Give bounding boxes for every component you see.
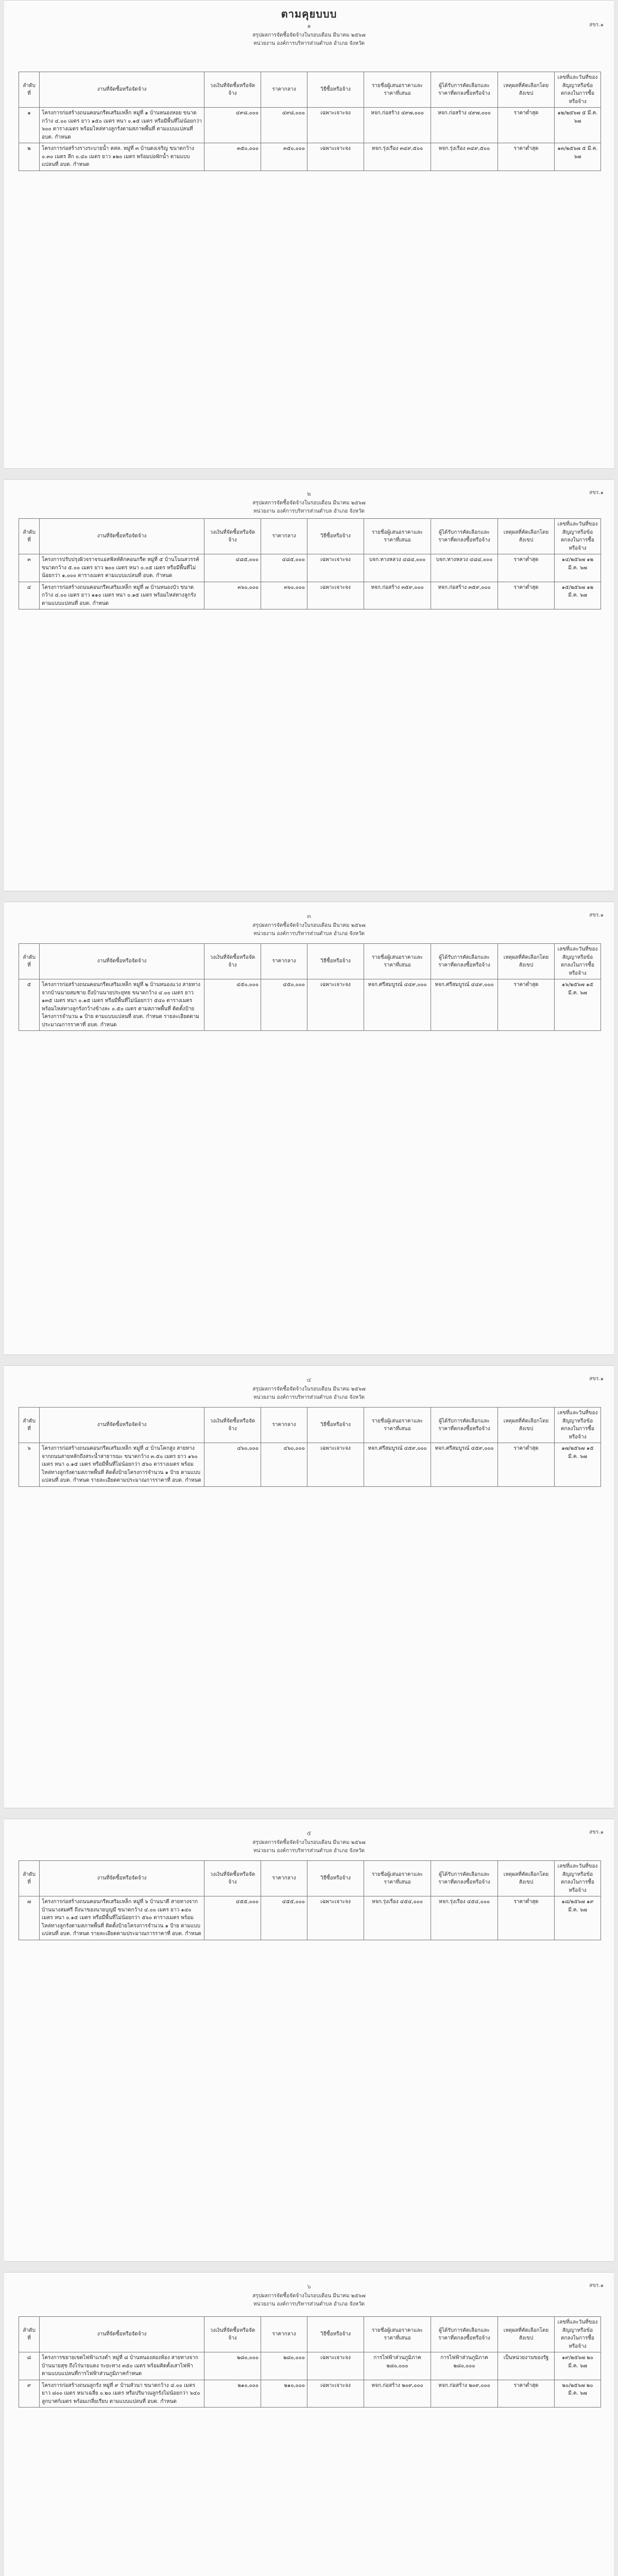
bidder-and-price: บจก.ทางหลวง ๔๘๔,๐๐๐ — [364, 554, 431, 582]
selected-vendor: การไฟฟ้าส่วนภูมิภาค ๒๘๐,๐๐๐ — [431, 2352, 498, 2380]
procurement-method: เฉพาะเจาะจง — [307, 2352, 364, 2380]
column-header: งานที่จัดซื้อหรือจัดจ้าง — [40, 1408, 204, 1443]
document-page — [4, 0, 614, 469]
column-header: เหตุผลที่คัดเลือกโดยสังเขป — [498, 2317, 555, 2352]
row-number: ๗ — [19, 1896, 40, 1940]
document-page — [4, 902, 614, 1355]
report-header: สรุปผลการจัดซื้อจัดจ้างในรอบเดือน มีนาคม ๒๕๖๗ — [252, 1840, 366, 1845]
contract-reference: ๑๓/๒๕๖๗ ๕ มี.ค. ๖๗ — [555, 143, 601, 171]
project-description: โครงการก่อสร้างถนนลูกรัง หมู่ที่ ๙ บ้านหัวนา ขนาดกว้าง ๔.๐๐ เมตร ยาว ๘๐๐ เมตร หนาเฉลี่ย ๐.๒๐ เมตร หรือปริมาณลูกรังไม่น้อยกว่า ๖๔๐ ลูกบาศก์เมตร พร้อมเกลี่ยเรียบ ตามแบบแปลนที่ อบต. กำหนด — [40, 2380, 204, 2408]
budget-amount: ๒๘๐,๐๐๐ — [204, 2352, 261, 2380]
median-price: ๒๘๐,๐๐๐ — [261, 2352, 307, 2380]
selected-vendor: หจก.รุ่งเรือง ๓๔๙,๕๐๐ — [431, 143, 498, 171]
budget-amount: ๔๕๕,๐๐๐ — [204, 1896, 261, 1940]
column-header: เหตุผลที่คัดเลือกโดยสังเขป — [498, 72, 555, 108]
column-header: รายชื่อผู้เสนอราคาและราคาที่เสนอ — [364, 519, 431, 554]
column-header: วงเงินที่จัดซื้อหรือจัดจ้าง — [204, 944, 261, 979]
selection-reason: ราคาต่ำสุด — [498, 1896, 555, 1940]
column-header: วิธีซื้อหรือจ้าง — [307, 1861, 364, 1896]
document-page — [4, 479, 614, 891]
column-header: วงเงินที่จัดซื้อหรือจัดจ้าง — [204, 519, 261, 554]
selected-vendor: หจก.ก่อสร้าง ๒๐๙,๐๐๐ — [431, 2380, 498, 2408]
column-header: วิธีซื้อหรือจ้าง — [307, 1408, 364, 1443]
contract-reference: ๑๘/๒๕๖๗ ๑๙ มี.ค. ๖๗ — [555, 1896, 601, 1940]
column-header: ราคากลาง — [261, 72, 307, 108]
form-code: สขร.๑ — [589, 2283, 604, 2289]
page-number: ๑ — [307, 22, 311, 29]
column-header: เลขที่และวันที่ของสัญญาหรือข้อตกลงในการซื้อหรือจ้าง — [555, 1861, 601, 1896]
row-number: ๒ — [19, 143, 40, 171]
column-header: ผู้ได้รับการคัดเลือกและราคาที่ตกลงซื้อหรือจ้าง — [431, 2317, 498, 2352]
bidder-and-price: หจก.รุ่งเรือง ๓๔๙,๕๐๐ — [364, 143, 431, 171]
report-header: สรุปผลการจัดซื้อจัดจ้างในรอบเดือน มีนาคม ๒๕๖๗ — [252, 500, 366, 506]
form-code: สขร.๑ — [589, 490, 604, 496]
column-header: วงเงินที่จัดซื้อหรือจัดจ้าง — [204, 72, 261, 108]
column-header: งานที่จัดซื้อหรือจัดจ้าง — [40, 944, 204, 979]
column-header: รายชื่อผู้เสนอราคาและราคาที่เสนอ — [364, 944, 431, 979]
column-header: รายชื่อผู้เสนอราคาและราคาที่เสนอ — [364, 72, 431, 108]
column-header: ลำดับที่ — [19, 1861, 40, 1896]
row-number: ๓ — [19, 554, 40, 582]
column-header: ราคากลาง — [261, 519, 307, 554]
column-header: งานที่จัดซื้อหรือจัดจ้าง — [40, 2317, 204, 2352]
form-code: สขร.๑ — [589, 22, 604, 28]
column-header: วิธีซื้อหรือจ้าง — [307, 519, 364, 554]
row-number: ๑ — [19, 108, 40, 143]
form-code: สขร.๑ — [589, 1829, 604, 1835]
column-header: ผู้ได้รับการคัดเลือกและราคาที่ตกลงซื้อหรือจ้าง — [431, 519, 498, 554]
table-row — [19, 143, 601, 171]
procurement-table — [19, 72, 601, 171]
procurement-method: เฉพาะเจาะจง — [307, 582, 364, 609]
document-page — [4, 1819, 614, 2262]
form-code: สขร.๑ — [589, 912, 604, 918]
page-number: ๖ — [307, 2283, 311, 2290]
agency-header: หน่วยงาน องค์การบริหารส่วนตำบล อำเภอ จังหวัด — [253, 509, 365, 514]
selected-vendor: หจก.รุ่งเรือง ๔๕๔,๐๐๐ — [431, 1896, 498, 1940]
median-price: ๔๙๘,๐๐๐ — [261, 108, 307, 143]
project-description: โครงการปรับปรุงผิวจราจรแอสฟัลท์ติกคอนกรีต หมู่ที่ ๕ บ้านโนนสวรรค์ ขนาดกว้าง ๕.๐๐ เมตร ยาว ๒๐๐ เมตร หนา ๐.๐๕ เมตร หรือมีพื้นที่ไม่น้อยกว่า ๑,๐๐๐ ตารางเมตร ตามแบบแปลนที่ อบต. กำหนด — [40, 554, 204, 582]
column-header: เลขที่และวันที่ของสัญญาหรือข้อตกลงในการซื้อหรือจ้าง — [555, 1408, 601, 1443]
budget-amount: ๓๖๐,๐๐๐ — [204, 582, 261, 609]
table-row — [19, 979, 601, 1031]
column-header: ลำดับที่ — [19, 72, 40, 108]
procurement-method: เฉพาะเจาะจง — [307, 108, 364, 143]
table-header-row — [19, 2317, 601, 2352]
table-row — [19, 2380, 601, 2408]
report-header: สรุปผลการจัดซื้อจัดจ้างในรอบเดือน มีนาคม ๒๕๖๗ — [252, 923, 366, 928]
selection-reason: ราคาต่ำสุด — [498, 143, 555, 171]
row-number: ๖ — [19, 1443, 40, 1487]
median-price: ๔๕๕,๐๐๐ — [261, 1896, 307, 1940]
procurement-table — [19, 1407, 601, 1487]
selection-reason: ราคาต่ำสุด — [498, 979, 555, 1031]
column-header: เลขที่และวันที่ของสัญญาหรือข้อตกลงในการซื้อหรือจ้าง — [555, 2317, 601, 2352]
column-header: เหตุผลที่คัดเลือกโดยสังเขป — [498, 944, 555, 979]
selected-vendor: หจก.ศรีสมบูรณ์ ๔๕๙,๐๐๐ — [431, 1443, 498, 1487]
report-header: สรุปผลการจัดซื้อจัดจ้างในรอบเดือน มีนาคม ๒๕๖๗ — [252, 1386, 366, 1392]
report-header: สรุปผลการจัดซื้อจัดจ้างในรอบเดือน มีนาคม ๒๕๖๗ — [252, 32, 366, 38]
budget-amount: ๔๖๐,๐๐๐ — [204, 1443, 261, 1487]
contract-reference: ๑๖/๒๕๖๗ ๑๕ มี.ค. ๖๗ — [555, 979, 601, 1031]
column-header: ผู้ได้รับการคัดเลือกและราคาที่ตกลงซื้อหรือจ้าง — [431, 1861, 498, 1896]
table-header-row — [19, 519, 601, 554]
budget-amount: ๔๘๕,๐๐๐ — [204, 554, 261, 582]
column-header: เลขที่และวันที่ของสัญญาหรือข้อตกลงในการซื้อหรือจ้าง — [555, 72, 601, 108]
budget-amount: ๔๕๐,๐๐๐ — [204, 979, 261, 1031]
agency-header: หน่วยงาน องค์การบริหารส่วนตำบล อำเภอ จังหวัด — [253, 41, 365, 46]
selection-reason: ราคาต่ำสุด — [498, 2380, 555, 2408]
table-row — [19, 108, 601, 143]
column-header: ราคากลาง — [261, 944, 307, 979]
bidder-and-price: หจก.ก่อสร้าง ๔๙๗,๐๐๐ — [364, 108, 431, 143]
table-row — [19, 1896, 601, 1940]
median-price: ๓๕๐,๐๐๐ — [261, 143, 307, 171]
column-header: วงเงินที่จัดซื้อหรือจัดจ้าง — [204, 1861, 261, 1896]
procurement-table — [19, 943, 601, 1031]
bidder-and-price: หจก.ศรีสมบูรณ์ ๔๕๙,๐๐๐ — [364, 1443, 431, 1487]
column-header: เลขที่และวันที่ของสัญญาหรือข้อตกลงในการซื้อหรือจ้าง — [555, 944, 601, 979]
page-number: ๒ — [307, 490, 311, 497]
median-price: ๔๘๕,๐๐๐ — [261, 554, 307, 582]
bidder-and-price: การไฟฟ้าส่วนภูมิภาค ๒๘๐,๐๐๐ — [364, 2352, 431, 2380]
column-header: ราคากลาง — [261, 2317, 307, 2352]
contract-reference: ๑๔/๒๕๖๗ ๑๒ มี.ค. ๖๗ — [555, 554, 601, 582]
bidder-and-price: หจก.ก่อสร้าง ๒๐๙,๐๐๐ — [364, 2380, 431, 2408]
agency-header: หน่วยงาน องค์การบริหารส่วนตำบล อำเภอ จังหวัด — [253, 931, 365, 937]
document-page — [4, 2272, 614, 2576]
column-header: งานที่จัดซื้อหรือจัดจ้าง — [40, 1861, 204, 1896]
column-header: วงเงินที่จัดซื้อหรือจัดจ้าง — [204, 1408, 261, 1443]
selected-vendor: บจก.ทางหลวง ๔๘๔,๐๐๐ — [431, 554, 498, 582]
selected-vendor: หจก.ก่อสร้าง ๓๕๙,๐๐๐ — [431, 582, 498, 609]
procurement-table — [19, 1860, 601, 1940]
median-price: ๓๖๐,๐๐๐ — [261, 582, 307, 609]
row-number: ๔ — [19, 582, 40, 609]
procurement-table — [19, 2316, 601, 2408]
column-header: ลำดับที่ — [19, 944, 40, 979]
procurement-method: เฉพาะเจาะจง — [307, 554, 364, 582]
bidder-and-price: หจก.ศรีสมบูรณ์ ๔๔๙,๐๐๐ — [364, 979, 431, 1031]
procurement-method: เฉพาะเจาะจง — [307, 143, 364, 171]
table-header-row — [19, 72, 601, 108]
budget-amount: ๔๙๘,๐๐๐ — [204, 108, 261, 143]
project-description: โครงการก่อสร้างถนนคอนกรีตเสริมเหล็ก หมู่ที่ ๗ บ้านหนองบัว ขนาดกว้าง ๔.๐๐ เมตร ยาว ๑๑๐ เมตร หนา ๐.๑๕ เมตร พร้อมไหล่ทางลูกรัง ตามแบบแปลนที่ อบต. กำหนด — [40, 582, 204, 609]
column-header: รายชื่อผู้เสนอราคาและราคาที่เสนอ — [364, 2317, 431, 2352]
report-header: สรุปผลการจัดซื้อจัดจ้างในรอบเดือน มีนาคม ๒๕๖๗ — [252, 2293, 366, 2299]
selection-reason: ราคาต่ำสุด — [498, 582, 555, 609]
project-description: โครงการก่อสร้างรางระบายน้ำ คสล. หมู่ที่ ๓ บ้านดงเจริญ ขนาดกว้าง ๐.๓๐ เมตร ลึก ๐.๔๐ เมตร ยาว ๑๒๐ เมตร พร้อมบ่อพักน้ำ ตามแบบแปลนที่ อบต. กำหนด — [40, 143, 204, 171]
selection-reason: ราคาต่ำสุด — [498, 1443, 555, 1487]
procurement-method: เฉพาะเจาะจง — [307, 2380, 364, 2408]
column-header: ผู้ได้รับการคัดเลือกและราคาที่ตกลงซื้อหรือจ้าง — [431, 944, 498, 979]
procurement-method: เฉพาะเจาะจง — [307, 1896, 364, 1940]
bidder-and-price: หจก.ก่อสร้าง ๓๕๙,๐๐๐ — [364, 582, 431, 609]
median-price: ๔๖๐,๐๐๐ — [261, 1443, 307, 1487]
row-number: ๕ — [19, 979, 40, 1031]
column-header: วิธีซื้อหรือจ้าง — [307, 72, 364, 108]
page-number: ๔ — [306, 1376, 312, 1383]
procurement-method: เฉพาะเจาะจง — [307, 1443, 364, 1487]
document-page — [4, 1365, 614, 1808]
contract-reference: ๑๙/๒๕๖๗ ๒๐ มี.ค. ๖๗ — [555, 2352, 601, 2380]
project-description: โครงการก่อสร้างถนนคอนกรีตเสริมเหล็ก หมู่ที่ ๑ บ้านหนองหอย ขนาดกว้าง ๔.๐๐ เมตร ยาว ๑๕๐ เมตร หนา ๐.๑๕ เมตร หรือมีพื้นที่ไม่น้อยกว่า ๖๐๐ ตารางเมตร พร้อมไหล่ทางลูกรังตามสภาพพื้นที่ ตามแบบแปลนที่ อบต. กำหนด — [40, 108, 204, 143]
selection-reason: เป็นหน่วยงานของรัฐ — [498, 2352, 555, 2380]
column-header: วงเงินที่จัดซื้อหรือจัดจ้าง — [204, 2317, 261, 2352]
table-header-row — [19, 944, 601, 979]
agency-header: หน่วยงาน องค์การบริหารส่วนตำบล อำเภอ จังหวัด — [253, 1395, 365, 1400]
column-header: รายชื่อผู้เสนอราคาและราคาที่เสนอ — [364, 1408, 431, 1443]
procurement-method: เฉพาะเจาะจง — [307, 979, 364, 1031]
page-number: ๕ — [306, 1829, 312, 1837]
selection-reason: ราคาต่ำสุด — [498, 554, 555, 582]
table-header-row — [19, 1861, 601, 1896]
column-header: ผู้ได้รับการคัดเลือกและราคาที่ตกลงซื้อหรือจ้าง — [431, 1408, 498, 1443]
median-price: ๒๑๐,๐๐๐ — [261, 2380, 307, 2408]
selected-vendor: หจก.ศรีสมบูรณ์ ๔๔๙,๐๐๐ — [431, 979, 498, 1031]
agency-header: หน่วยงาน องค์การบริหารส่วนตำบล อำเภอ จังหวัด — [253, 1848, 365, 1854]
row-number: ๘ — [19, 2352, 40, 2380]
column-header: เหตุผลที่คัดเลือกโดยสังเขป — [498, 1408, 555, 1443]
selection-reason: ราคาต่ำสุด — [498, 108, 555, 143]
column-header: ราคากลาง — [261, 1861, 307, 1896]
column-header: ลำดับที่ — [19, 1408, 40, 1443]
procurement-table — [19, 518, 601, 609]
contract-reference: ๑๕/๒๕๖๗ ๑๒ มี.ค. ๖๗ — [555, 582, 601, 609]
column-header: งานที่จัดซื้อหรือจัดจ้าง — [40, 519, 204, 554]
contract-reference: ๑๒/๒๕๖๗ ๕ มี.ค. ๖๗ — [555, 108, 601, 143]
project-description: โครงการก่อสร้างถนนคอนกรีตเสริมเหล็ก หมู่ที่ ๒ บ้านหนองแวง สายทางจากบ้านนายสมชาย ถึงบ้านนายประยุทธ ขนาดกว้าง ๔.๐๐ เมตร ยาว ๑๓๕ เมตร หนา ๐.๑๕ เมตร หรือมีพื้นที่ไม่น้อยกว่า ๕๔๐ ตารางเมตร พร้อมไหล่ทางลูกรังกว้างข้างละ ๐.๕๐ เมตร ตามสภาพพื้นที่ ติดตั้งป้ายโครงการจำนวน ๑ ป้าย ตามแบบแปลนที่ อบต. กำหนด รายละเอียดตามประมาณการราคาที่ อบต. กำหนด — [40, 979, 204, 1031]
column-header: ลำดับที่ — [19, 519, 40, 554]
column-header: เหตุผลที่คัดเลือกโดยสังเขป — [498, 1861, 555, 1896]
project-description: โครงการก่อสร้างถนนคอนกรีตเสริมเหล็ก หมู่ที่ ๔ บ้านโคกสูง สายทางจากถนนสายหลักถึงสระน้ำสาธารณะ ขนาดกว้าง ๓.๕๐ เมตร ยาว ๑๖๐ เมตร หนา ๐.๑๕ เมตร หรือมีพื้นที่ไม่น้อยกว่า ๕๖๐ ตารางเมตร พร้อมไหล่ทางลูกรังตามสภาพพื้นที่ ติดตั้งป้ายโครงการจำนวน ๑ ป้าย ตามแบบแปลนที่ อบต. กำหนด รายละเอียดตามประมาณการราคาที่ อบต. กำหนด — [40, 1443, 204, 1487]
column-header: งานที่จัดซื้อหรือจัดจ้าง — [40, 72, 204, 108]
column-header: เลขที่และวันที่ของสัญญาหรือข้อตกลงในการซื้อหรือจ้าง — [555, 519, 601, 554]
column-header: ลำดับที่ — [19, 2317, 40, 2352]
table-row — [19, 1443, 601, 1487]
contract-reference: ๒๐/๒๕๖๗ ๒๐ มี.ค. ๖๗ — [555, 2380, 601, 2408]
column-header: เหตุผลที่คัดเลือกโดยสังเขป — [498, 519, 555, 554]
budget-amount: ๒๑๐,๐๐๐ — [204, 2380, 261, 2408]
project-description: โครงการขยายเขตไฟฟ้าแรงต่ำ หมู่ที่ ๘ บ้านหนองสองห้อง สายทางจากบ้านนายสุข ถึงไร่นายแดง ระยะทาง ๓๕๐ เมตร พร้อมติดตั้งเสาไฟฟ้า ตามแบบแปลนที่การไฟฟ้าส่วนภูมิภาคกำหนด — [40, 2352, 204, 2380]
median-price: ๔๕๐,๐๐๐ — [261, 979, 307, 1031]
column-header: วิธีซื้อหรือจ้าง — [307, 2317, 364, 2352]
agency-header: หน่วยงาน องค์การบริหารส่วนตำบล อำเภอ จังหวัด — [253, 2301, 365, 2307]
column-header: ราคากลาง — [261, 1408, 307, 1443]
table-row — [19, 2352, 601, 2380]
table-row — [19, 554, 601, 582]
table-header-row — [19, 1408, 601, 1443]
row-number: ๙ — [19, 2380, 40, 2408]
table-row — [19, 582, 601, 609]
budget-amount: ๓๕๐,๐๐๐ — [204, 143, 261, 171]
contract-reference: ๑๗/๒๕๖๗ ๑๕ มี.ค. ๖๗ — [555, 1443, 601, 1487]
column-header: รายชื่อผู้เสนอราคาและราคาที่เสนอ — [364, 1861, 431, 1896]
form-code: สขร.๑ — [589, 1376, 604, 1382]
bidder-and-price: หจก.รุ่งเรือง ๔๕๔,๐๐๐ — [364, 1896, 431, 1940]
project-description: โครงการก่อสร้างถนนคอนกรีตเสริมเหล็ก หมู่ที่ ๖ บ้านนาดี สายทางจากบ้านนางสมศรี ถึงนาของนายบุญมี ขนาดกว้าง ๔.๐๐ เมตร ยาว ๑๔๐ เมตร หนา ๐.๑๕ เมตร หรือมีพื้นที่ไม่น้อยกว่า ๕๖๐ ตารางเมตร พร้อมไหล่ทางลูกรังตามสภาพพื้นที่ ติดตั้งป้ายโครงการจำนวน ๑ ป้าย ตามแบบแปลนที่ อบต. กำหนด รายละเอียดตามประมาณการราคาที่ อบต. กำหนด — [40, 1896, 204, 1940]
page-number: ๓ — [306, 912, 312, 920]
column-header: ผู้ได้รับการคัดเลือกและราคาที่ตกลงซื้อหรือจ้าง — [431, 72, 498, 108]
selected-vendor: หจก.ก่อสร้าง ๔๙๗,๐๐๐ — [431, 108, 498, 143]
page-title: ตามคุยบบบ — [281, 8, 337, 20]
column-header: วิธีซื้อหรือจ้าง — [307, 944, 364, 979]
